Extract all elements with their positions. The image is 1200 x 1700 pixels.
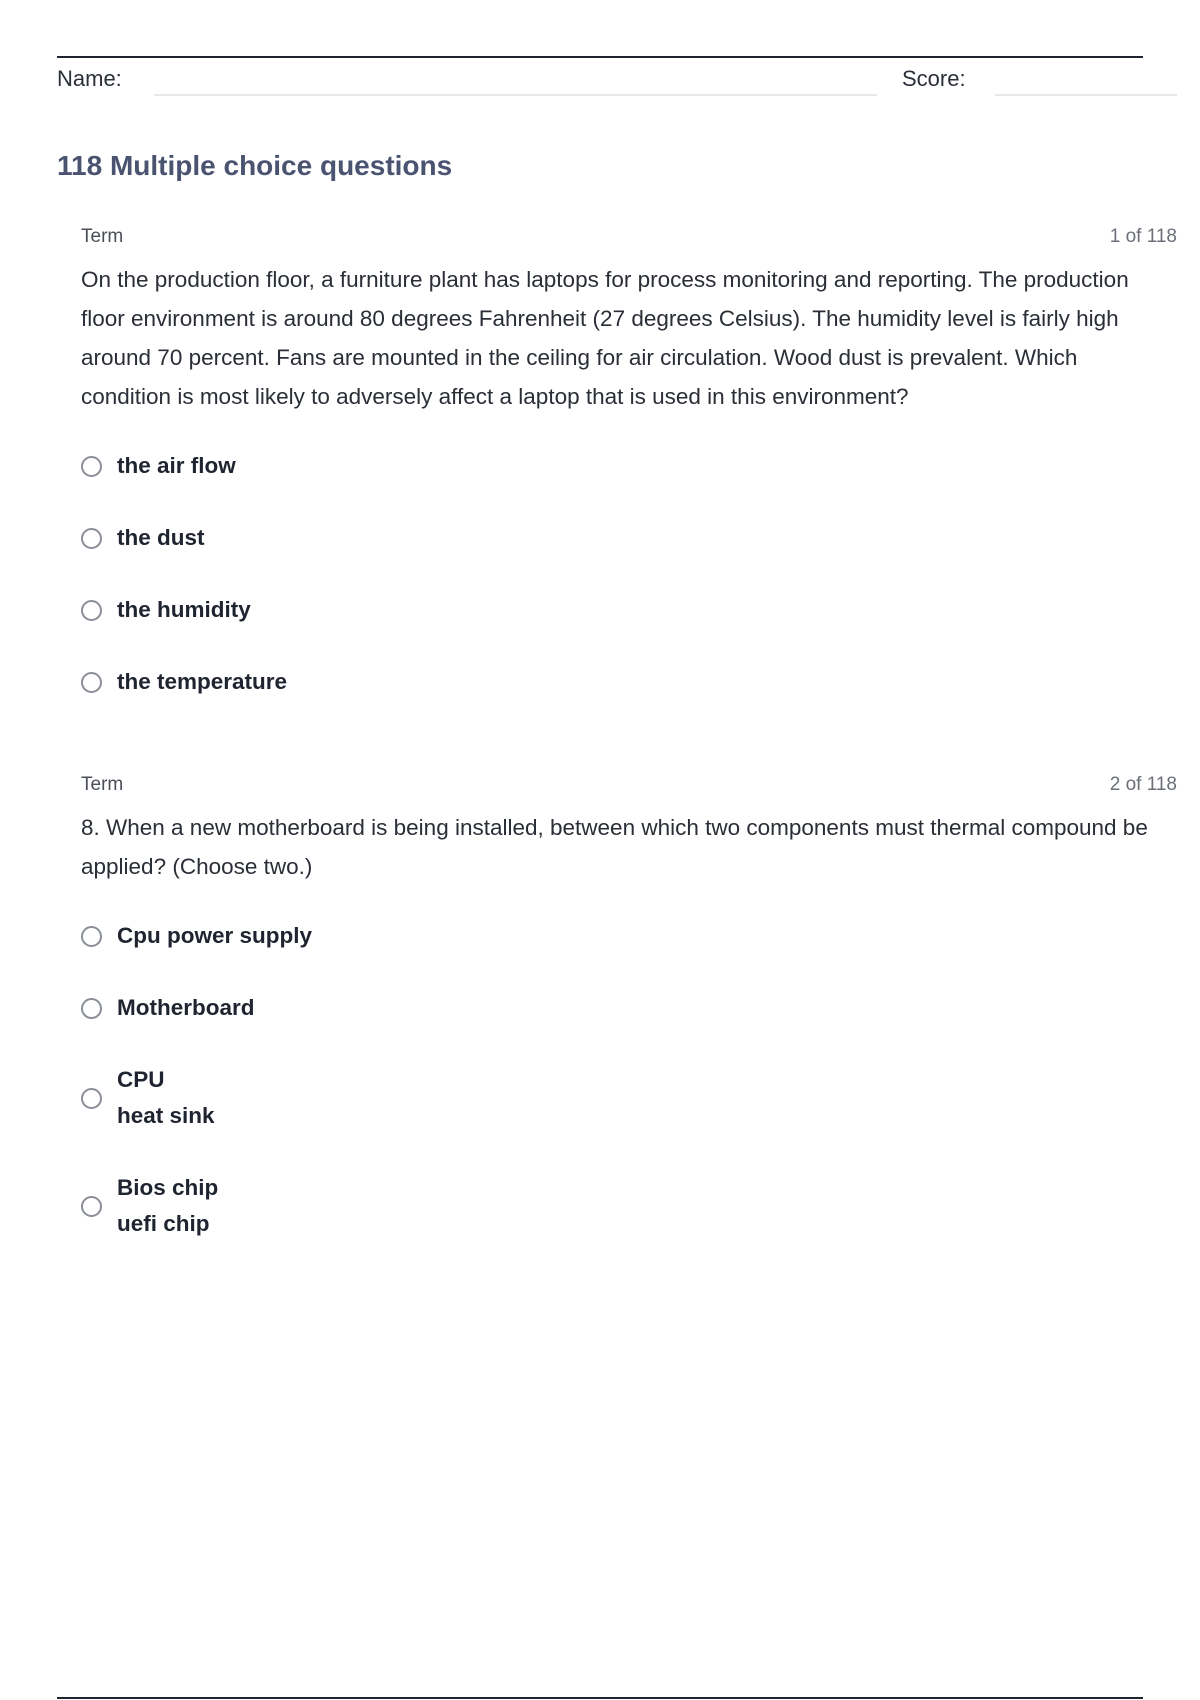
radio-button[interactable] [81, 456, 102, 477]
term-label: Term [81, 774, 124, 795]
option-label: the dust [117, 525, 205, 550]
radio-button[interactable] [81, 600, 102, 621]
top-rule [57, 56, 1143, 58]
question-text: 8. When a new motherboard is being installed, between which two components must thermal compound be applied? (Choose two.) [81, 815, 1148, 879]
options-list [81, 430, 1177, 718]
option-1[interactable] [81, 900, 1177, 972]
question-counter: 2 of 118 [1109, 774, 1177, 795]
bottom-rule [57, 1697, 1143, 1699]
radio-button[interactable] [81, 1088, 102, 1109]
radio-button[interactable] [81, 926, 102, 947]
name-label: Name: [57, 66, 122, 91]
radio-button[interactable] [81, 528, 102, 549]
option-label: Motherboard [117, 995, 255, 1020]
option-label: the temperature [117, 669, 288, 694]
term-row [81, 774, 1177, 800]
term-row [81, 226, 1177, 252]
radio-button[interactable] [81, 998, 102, 1019]
option-2[interactable] [81, 972, 1177, 1044]
option-3[interactable] [81, 1044, 1177, 1152]
option-4[interactable] [81, 646, 1177, 718]
option-4[interactable] [81, 1152, 1177, 1260]
options-list [81, 900, 1177, 1260]
option-label: Bios chip uefi chip [117, 1175, 219, 1236]
option-label: Cpu power supply [117, 923, 313, 948]
radio-button[interactable] [81, 1196, 102, 1217]
header-row [57, 62, 1177, 98]
question-text: On the production floor, a furniture plant has laptops for process monitoring and reporting. The production floor environment is around 80 degrees Fahrenheit (27 degrees Celsius). The humidity level is fairly high around 70 percent. Fans are mounted in the ceiling for air circulation. Wood dust is prevalent. Which condition is most likely to adversely affect a laptop that is used in this environment? [81, 267, 1129, 409]
radio-button[interactable] [81, 672, 102, 693]
option-label: CPU heat sink [117, 1067, 215, 1128]
option-label: the humidity [117, 597, 251, 622]
option-3[interactable] [81, 574, 1177, 646]
question-2 [81, 774, 1177, 1260]
page-title: 118 Multiple choice questions [57, 150, 453, 181]
score-label: Score: [902, 66, 966, 91]
option-1[interactable] [81, 430, 1177, 502]
question-1 [81, 226, 1177, 718]
score-input-line[interactable] [995, 94, 1177, 96]
option-2[interactable] [81, 502, 1177, 574]
term-label: Term [81, 226, 124, 247]
name-input-line[interactable] [154, 94, 877, 96]
option-label: the air flow [117, 453, 236, 478]
question-counter: 1 of 118 [1109, 226, 1177, 247]
